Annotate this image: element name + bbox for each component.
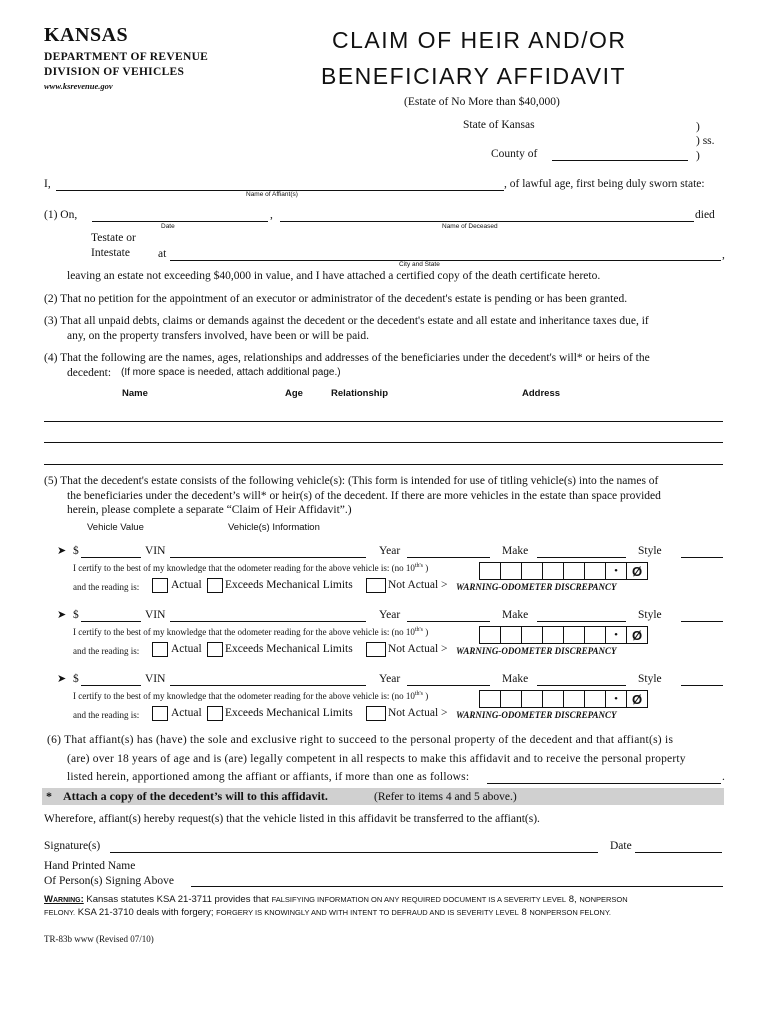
form-title-line2: BENEFICIARY AFFIDAVIT (321, 63, 627, 89)
death-date-field[interactable] (92, 221, 268, 222)
actual-label: Actual (171, 643, 202, 655)
bullet-arrow-icon: ➤ (57, 672, 67, 685)
apportionment-field[interactable] (487, 783, 721, 784)
warning-i: NONPERSON FELONY. (529, 908, 611, 917)
odometer-reading-boxes[interactable] (479, 690, 648, 708)
certify-text-b: ) (425, 563, 429, 573)
actual-label: Actual (171, 707, 202, 719)
col-vehicle-info: Vehicle(s) Information (228, 522, 320, 533)
certify-sup: th's (414, 627, 423, 633)
style-label: Style (638, 673, 662, 685)
not-actual-label: Not Actual > (388, 579, 448, 591)
item3-line2: any, on the property transfers involved, have been or will be paid. (67, 330, 369, 342)
warning-b: FALSIFYING INFORMATION ON ANY REQUIRED DOCUMENT IS A SEVERITY LEVEL (271, 895, 567, 904)
item3-line1: (3) That all unpaid debts, claims or demands against the decedent or the decedent's estate and all estate and inheritance taxes due, if (44, 315, 649, 327)
printed-name-label-1: Hand Printed Name (44, 860, 136, 872)
vehicle-entry (0, 544, 768, 604)
item6-line1: (6) That affiant(s) has (have) the sole and exclusive right to succeed to the personal property of the decedent and that affiant(s) is (47, 734, 674, 746)
vehicle-entry (0, 672, 768, 732)
year-field[interactable] (407, 557, 490, 558)
odometer-warning: WARNING-ODOMETER DISCREPANCY (456, 646, 617, 656)
wherefore-text: Wherefore, affiant(s) hereby request(s) that the vehicle listed in this affidavit be transferred to the affiant(s). (44, 813, 540, 825)
not-actual-checkbox[interactable] (366, 578, 386, 593)
venue-ss: ) ss. (696, 135, 715, 147)
make-label: Make (502, 545, 529, 557)
testate-label: Testate or (91, 232, 136, 244)
beneficiary-row-2[interactable] (44, 442, 723, 443)
warning-line1 (44, 894, 628, 905)
no-tenths-icon: Ø (631, 563, 643, 579)
style-field[interactable] (681, 621, 723, 622)
certify-text-a: I certify to the best of my knowledge that the odometer reading for the above vehicle is: (no 10 (73, 563, 415, 573)
actual-checkbox[interactable] (152, 642, 168, 657)
reading-label: and the reading is: (73, 646, 140, 656)
item5-line1: (5) That the decedent's estate consists of the following vehicle(s): (This form is intended for use of titling vehicle(s) into the names of (44, 475, 659, 487)
printed-name-field[interactable] (191, 886, 723, 887)
signature-field[interactable] (110, 852, 598, 853)
bullet-arrow-icon: ➤ (57, 544, 67, 557)
col-age: Age (285, 388, 303, 399)
attach-rest-text: (Refer to items 4 and 5 above.) (374, 791, 517, 803)
make-label: Make (502, 673, 529, 685)
deceased-caption: Name of Deceased (442, 223, 498, 230)
form-number: TR-83b www (Revised 07/10) (44, 934, 154, 944)
item1-died: died (695, 209, 715, 221)
exceeds-checkbox[interactable] (207, 578, 223, 593)
venue-paren-3: ) (696, 150, 700, 162)
warning-h: 8 (521, 907, 527, 918)
not-actual-label: Not Actual > (388, 707, 448, 719)
state-of-label: State of Kansas (463, 119, 535, 131)
no-tenths-icon: Ø (631, 691, 643, 707)
state-heading: KANSAS (44, 24, 129, 46)
item4-line2b: (If more space is needed, attach additional page.) (121, 367, 341, 378)
year-label: Year (379, 673, 401, 685)
warning-line2 (44, 907, 611, 918)
year-label: Year (379, 545, 401, 557)
col-relationship: Relationship (331, 388, 389, 399)
odometer-certify-text (73, 627, 428, 637)
vehicle-value-field[interactable] (81, 685, 141, 686)
year-label: Year (379, 609, 401, 621)
printed-name-label-2: Of Person(s) Signing Above (44, 875, 175, 887)
vin-field[interactable] (170, 557, 366, 558)
dollar-label: $ (73, 545, 79, 557)
signature-date-field[interactable] (635, 852, 722, 853)
county-of-label: County of (491, 148, 538, 160)
decimal-dot-icon: • (606, 691, 627, 707)
decimal-dot-icon: • (606, 627, 627, 643)
item1-end-comma: , (722, 249, 725, 261)
item5-line2: the beneficiaries under the decedent’s will* or heir(s) of the decedent. If there are more vehicles in the estate than space provided (67, 490, 661, 502)
not-actual-checkbox[interactable] (366, 642, 386, 657)
year-field[interactable] (407, 621, 490, 622)
odometer-reading-boxes[interactable] (479, 626, 648, 644)
exceeds-label: Exceeds Mechanical Limits (225, 579, 353, 591)
division-name: DIVISION OF VEHICLES (44, 66, 185, 78)
item4-line1: (4) That the following are the names, ages, relationships and addresses of the beneficiaries under the decedent's will* or heirs of the (44, 352, 650, 364)
form-title-line1: CLAIM OF HEIR AND/OR (332, 27, 627, 53)
dollar-label: $ (73, 609, 79, 621)
attach-bold-text: Attach a copy of the decedent’s will to this affidavit. (63, 789, 328, 803)
county-field[interactable] (552, 160, 688, 161)
odometer-certify-text (73, 691, 428, 701)
warning-d: NONPERSON (579, 895, 628, 904)
date-label: Date (610, 840, 632, 852)
vin-field[interactable] (170, 685, 366, 686)
vin-field[interactable] (170, 621, 366, 622)
certify-text-a: I certify to the best of my knowledge that the odometer reading for the above vehicle is: (no 10 (73, 627, 415, 637)
exceeds-checkbox[interactable] (207, 642, 223, 657)
vehicle-value-field[interactable] (81, 557, 141, 558)
dollar-label: $ (73, 673, 79, 685)
col-address: Address (522, 388, 561, 399)
affiant-caption: Name of Affiant(s) (246, 191, 298, 198)
attach-star: * (46, 789, 52, 803)
item1-leaving: leaving an estate not exceeding $40,000 in value, and I have attached a certified copy of the death certificate hereto. (67, 270, 601, 282)
deceased-name-field[interactable] (280, 221, 694, 222)
odometer-reading-boxes[interactable] (479, 562, 648, 580)
actual-checkbox[interactable] (152, 578, 168, 593)
item6-period: . (722, 771, 725, 783)
city-caption: City and State (399, 261, 440, 268)
odometer-warning: WARNING-ODOMETER DISCREPANCY (456, 710, 617, 720)
style-label: Style (638, 609, 662, 621)
odometer-warning: WARNING-ODOMETER DISCREPANCY (456, 582, 617, 592)
venue-paren-1: ) (696, 121, 700, 133)
style-label: Style (638, 545, 662, 557)
actual-label: Actual (171, 579, 202, 591)
item1-comma: , (270, 209, 273, 221)
vin-label: VIN (145, 673, 166, 685)
certify-sup: th's (414, 563, 423, 569)
date-caption: Date (161, 223, 175, 230)
not-actual-checkbox[interactable] (366, 706, 386, 721)
vin-label: VIN (145, 545, 166, 557)
at-label: at (158, 248, 167, 260)
affiant-suffix: , of lawful age, first being duly sworn state: (504, 178, 705, 190)
no-tenths-icon: Ø (631, 627, 643, 643)
col-name: Name (122, 388, 148, 399)
odometer-certify-text (73, 563, 428, 573)
vehicle-entry (0, 608, 768, 668)
exceeds-checkbox[interactable] (207, 706, 223, 721)
make-field[interactable] (537, 557, 626, 558)
decimal-dot-icon: • (606, 563, 627, 579)
make-label: Make (502, 609, 529, 621)
form-subtitle: (Estate of No More than $40,000) (404, 96, 560, 108)
department-name: DEPARTMENT OF REVENUE (44, 51, 209, 63)
item5-line3: herein, please complete a separate “Claim of Heir Affidavit”.) (67, 504, 352, 516)
not-actual-label: Not Actual > (388, 643, 448, 655)
actual-checkbox[interactable] (152, 706, 168, 721)
style-field[interactable] (681, 557, 723, 558)
warning-c: 8, (568, 894, 577, 905)
vehicle-value-field[interactable] (81, 621, 141, 622)
affiant-prefix: I, (44, 178, 51, 190)
certify-text-b: ) (425, 691, 429, 701)
item2-text: (2) That no petition for the appointment of an executor or administrator of the decedent's estate is pending or has been granted. (44, 293, 628, 305)
make-field[interactable] (537, 685, 626, 686)
beneficiary-row-1[interactable] (44, 421, 723, 422)
exceeds-label: Exceeds Mechanical Limits (225, 643, 353, 655)
make-field[interactable] (537, 621, 626, 622)
reading-label: and the reading is: (73, 582, 140, 592)
warning-e: FELONY. (44, 908, 76, 917)
website-link[interactable]: www.ksrevenue.gov (44, 81, 113, 91)
warning-label: Warning: (44, 894, 84, 905)
col-vehicle-value: Vehicle Value (87, 522, 144, 533)
city-state-field[interactable] (170, 260, 721, 261)
certify-text-b: ) (425, 627, 429, 637)
beneficiary-row-3[interactable] (44, 464, 723, 465)
warning-a: Kansas statutes KSA 21-3711 provides that (86, 894, 269, 905)
item4-line2a: decedent: (67, 367, 112, 379)
bullet-arrow-icon: ➤ (57, 608, 67, 621)
warning-f: KSA 21-3710 deals with forgery; (77, 907, 214, 918)
item6-line2: (are) over 18 years of age and is (are) legally competent in all respects to make this affidavit and to receive the personal property (67, 753, 686, 765)
certify-sup: th's (414, 691, 423, 697)
reading-label: and the reading is: (73, 710, 140, 720)
warning-g: FORGERY IS KNOWINGLY AND WITH INTENT TO DEFRAUD AND IS SEVERITY LEVEL (216, 908, 519, 917)
signature-label: Signature(s) (44, 840, 101, 852)
exceeds-label: Exceeds Mechanical Limits (225, 707, 353, 719)
certify-text-a: I certify to the best of my knowledge that the odometer reading for the above vehicle is: (no 10 (73, 691, 415, 701)
year-field[interactable] (407, 685, 490, 686)
style-field[interactable] (681, 685, 723, 686)
item1-label: (1) On, (44, 209, 78, 221)
vin-label: VIN (145, 609, 166, 621)
item6-line3: listed herein, apportioned among the affiant or affiants, if more than one as follows: (67, 771, 470, 783)
intestate-label: Intestate (91, 247, 130, 259)
